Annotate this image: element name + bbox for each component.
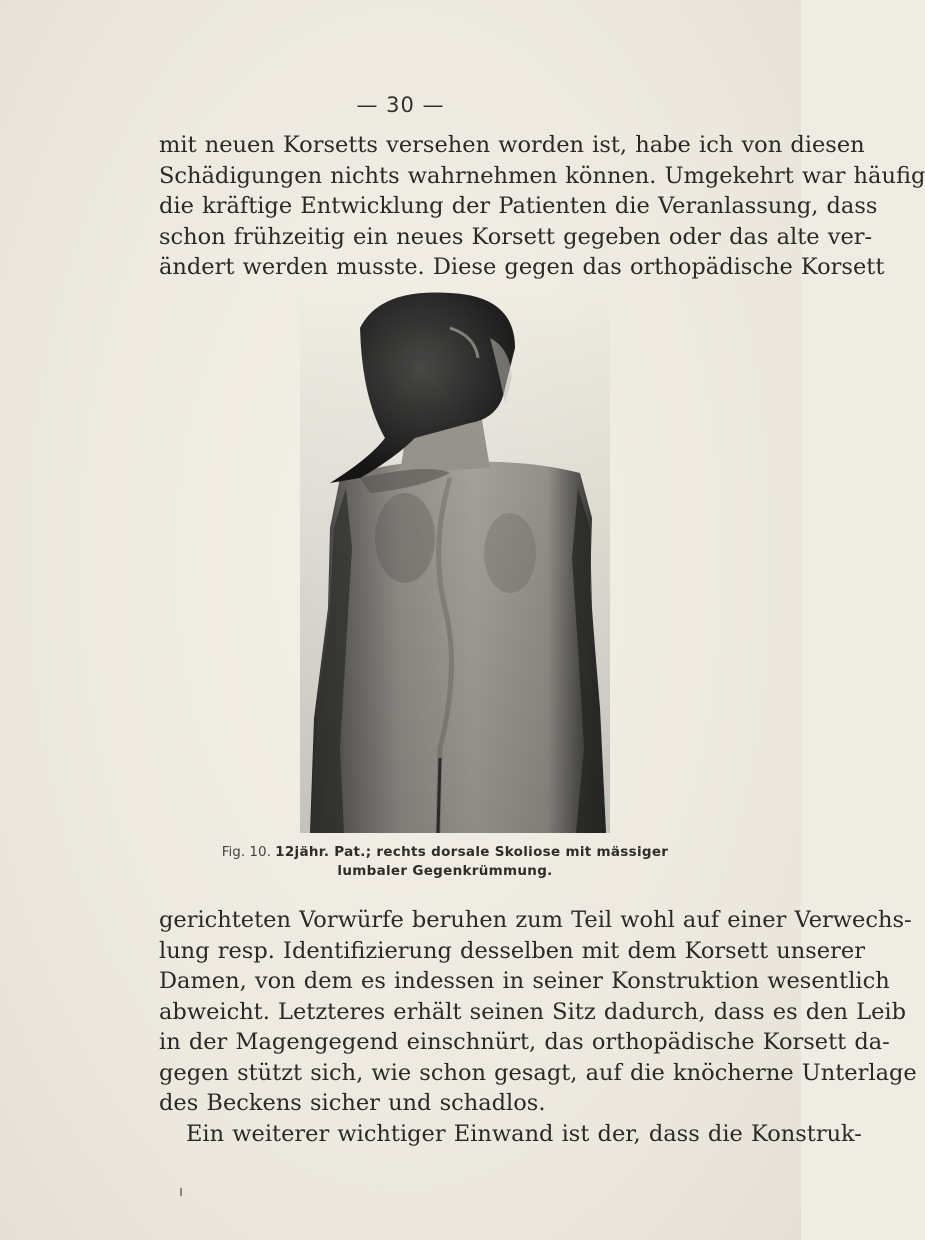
figure-photograph: [300, 288, 610, 833]
text-line: Damen, von dem es indessen in seiner Konstruktion wesentlich: [159, 968, 890, 994]
caption-line-1: [159, 843, 731, 862]
caption-line-2: lumbaler Gegenkrümmung.: [337, 863, 553, 879]
text-line: lung resp. Identifizierung desselben mit dem Korsett unserer: [159, 937, 865, 964]
text-line: schon frühzeitig ein neues Korsett gegeben oder das alte ver-: [159, 223, 873, 250]
text-line: mit neuen Korsetts versehen worden ist, habe ich von diesen: [159, 132, 865, 158]
page-number: — 30 —: [356, 93, 445, 117]
text-line: abweicht. Letzteres erhält seinen Sitz dadurch, dass es den Leib: [159, 998, 906, 1025]
paragraph-bottom: [159, 905, 917, 1149]
paragraph-top: [159, 130, 925, 283]
paper-speck: [180, 1188, 182, 1196]
caption-figure-number: Fig. 10.: [221, 844, 271, 860]
text-line: in der Magengegend einschnürt, das orthopädische Korsett da-: [159, 1029, 890, 1055]
text-line: gerichteten Vorwürfe beruhen zum Teil wohl auf einer Verwechs-: [159, 907, 912, 933]
caption-text: 12jähr. Pat.; rechts dorsale Skoliose mit mässiger: [275, 844, 669, 860]
text-line: die kräftige Entwicklung der Patienten die Veranlassung, dass: [159, 193, 878, 219]
text-line: gegen stützt sich, wie schon gesagt, auf die knöcherne Unterlage: [159, 1059, 917, 1086]
text-line: Ein weiterer wichtiger Einwand ist der, dass die Konstruk-: [186, 1120, 862, 1147]
text-line: Schädigungen nichts wahrnehmen können. Umgekehrt war häufig: [159, 162, 925, 189]
text-line: ändert werden musste. Diese gegen das orthopädische Korsett: [159, 254, 885, 280]
text-line: des Beckens sicher und schadlos.: [159, 1090, 546, 1116]
figure-caption: [159, 843, 731, 881]
